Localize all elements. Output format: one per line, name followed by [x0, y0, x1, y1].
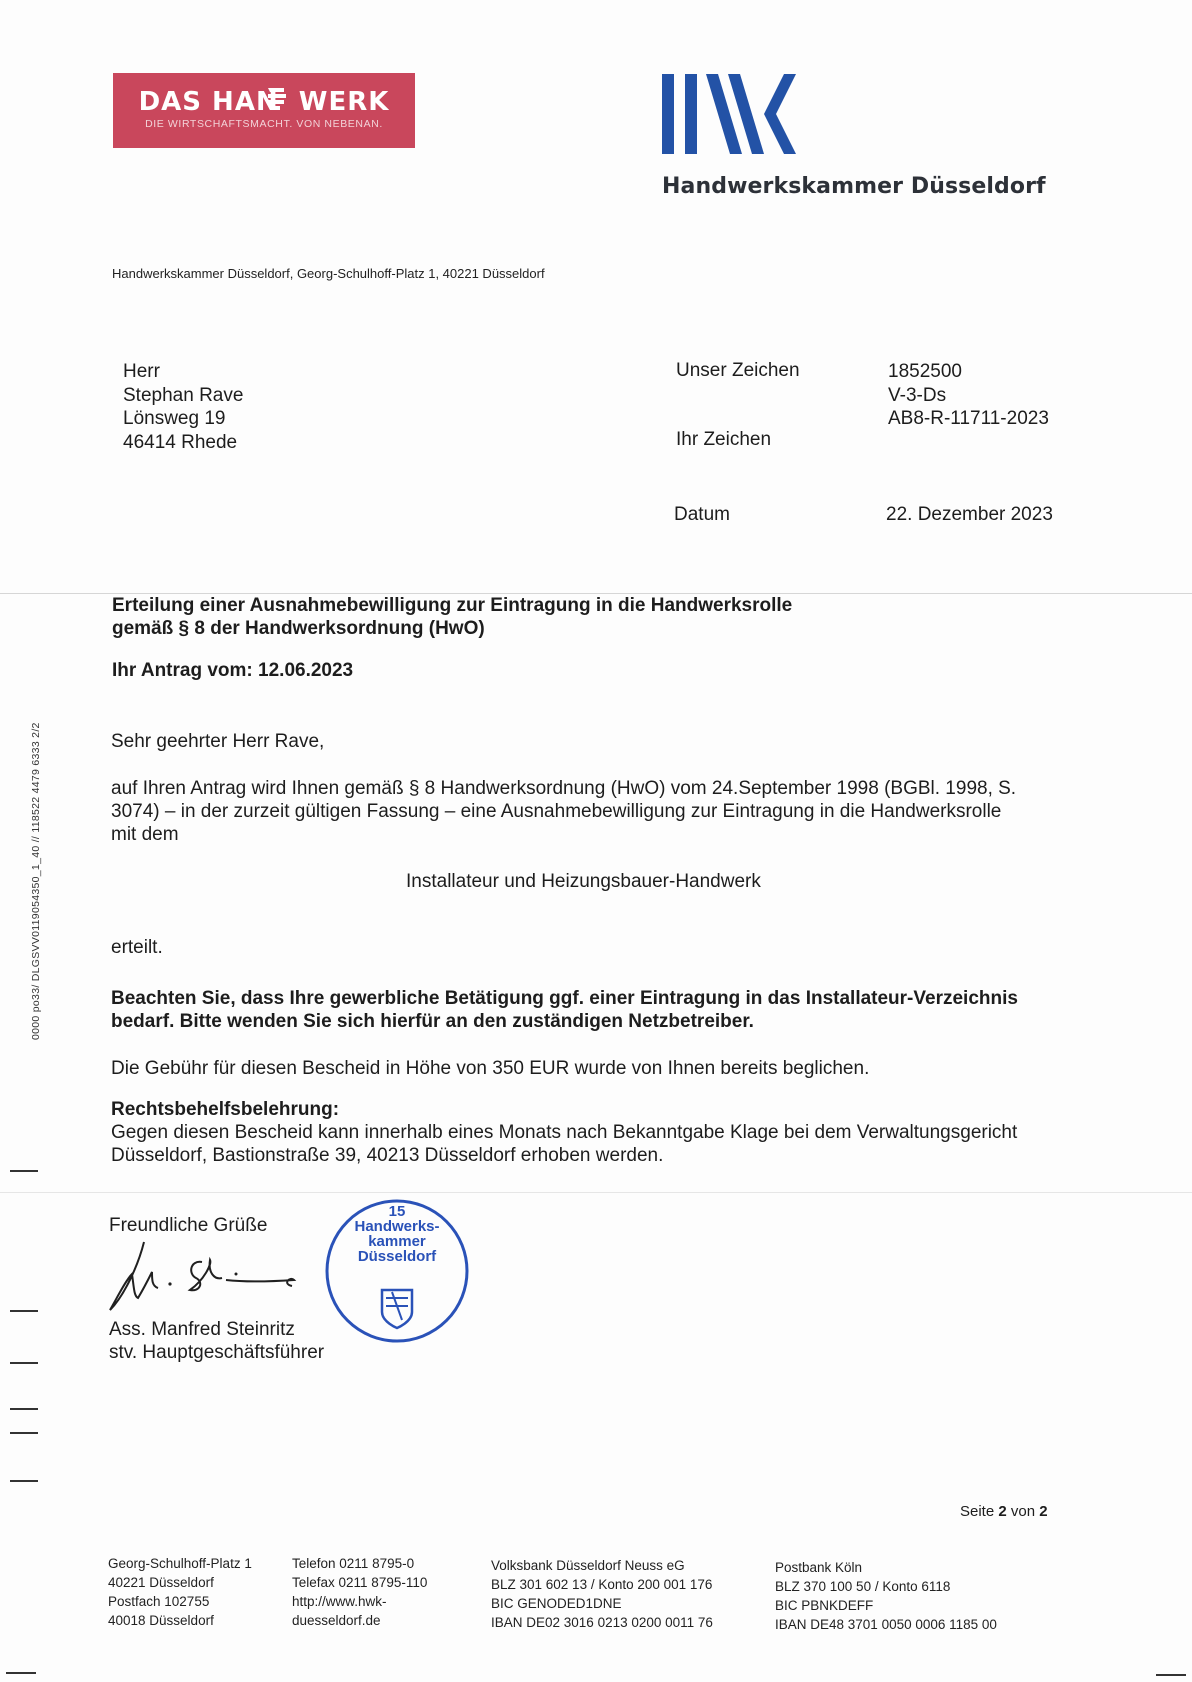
- installer-notice: [111, 987, 1018, 1033]
- legal-heading: Rechtsbehelfsbelehrung:: [111, 1099, 340, 1120]
- footer-bank-line: IBAN DE02 3016 0213 0200 0011 76: [491, 1615, 713, 1630]
- page-total: 2: [1039, 1503, 1048, 1520]
- footer-fax: Telefax 0211 8795-110: [292, 1575, 428, 1590]
- handwritten-signature: [104, 1236, 304, 1316]
- legal-line-2: Düsseldorf, Bastionstraße 39, 40213 Düsseldorf erhoben werden.: [111, 1145, 664, 1166]
- recipient-salutation: Herr: [123, 361, 160, 382]
- footer-contact: [292, 1554, 427, 1630]
- page-prefix: Seite: [960, 1503, 999, 1520]
- sender-address-line: Handwerkskammer Düsseldorf, Georg-Schulhoff-Platz 1, 40221 Düsseldorf: [112, 266, 545, 281]
- official-seal: [322, 1196, 472, 1346]
- footer-address-line: 40018 Düsseldorf: [108, 1613, 214, 1628]
- fold-mark: [10, 1170, 38, 1172]
- reference-number: 1852500: [888, 361, 962, 382]
- granted-text: erteilt.: [111, 937, 163, 958]
- footer-bank-line: IBAN DE48 3701 0050 0006 1185 00: [775, 1617, 997, 1632]
- unser-zeichen-values: [888, 360, 1049, 431]
- logo-subtitle: DIE WIRTSCHAFTSMACHT. VON NEBENAN.: [145, 118, 383, 130]
- footer-address: [108, 1554, 252, 1630]
- seal-number: 15: [388, 1203, 406, 1220]
- footer-bank-line: BLZ 370 100 50 / Konto 6118: [775, 1579, 951, 1594]
- fold-mark: [10, 1310, 38, 1312]
- seal-line-1: Handwerks-: [354, 1218, 440, 1235]
- hwk-logo-mark: [662, 74, 832, 156]
- signer-title: stv. Hauptgeschäftsführer: [109, 1342, 325, 1363]
- footer-bank-volksbank: [491, 1556, 713, 1632]
- fold-mark: [1156, 1674, 1186, 1676]
- footer-bank-line: Volksbank Düsseldorf Neuss eG: [491, 1558, 685, 1573]
- fold-mark: [6, 1672, 36, 1674]
- reference-file: AB8-R-11711-2023: [888, 408, 1049, 429]
- fee-text: Die Gebühr für diesen Bescheid in Höhe von 350 EUR wurde von Ihnen bereits beglichen.: [111, 1058, 870, 1079]
- recipient-name: Stephan Rave: [123, 384, 244, 406]
- footer-bank-line: BIC PBNKDEFF: [775, 1598, 874, 1613]
- page-number: [960, 1503, 1048, 1520]
- recipient-street: Lönsweg 19: [123, 408, 226, 429]
- seal-line-3: Düsseldorf: [357, 1248, 437, 1265]
- footer-bank-line: BLZ 301 602 13 / Konto 200 001 176: [491, 1577, 713, 1592]
- seal-line-2: kammer: [368, 1233, 426, 1250]
- page-middle: von: [1006, 1503, 1040, 1520]
- recipient-address: [123, 360, 243, 454]
- unser-zeichen-label: Unser Zeichen: [676, 360, 800, 381]
- footer-address-line: Georg-Schulhoff-Platz 1: [108, 1556, 252, 1571]
- notice-line-2: bedarf. Bitte wenden Sie sich hierfür an den zuständigen Netzbetreiber.: [111, 1011, 754, 1032]
- fold-divider-2: [0, 1192, 1192, 1193]
- grant-line-1: auf Ihren Antrag wird Ihnen gemäß § 8 Handwerksordnung (HwO) vom 24.September 1998 (BGBl. 1998, S.: [111, 778, 1017, 799]
- signer-name: Ass. Manfred Steinritz: [109, 1319, 295, 1340]
- regards: Freundliche Grüße: [109, 1215, 268, 1236]
- thumb-icon: [264, 82, 290, 114]
- fold-mark: [10, 1362, 38, 1364]
- grant-line-3: mit dem: [111, 824, 179, 845]
- page-current: 2: [998, 1503, 1007, 1520]
- trade-name: Installateur und Heizungsbauer-Handwerk: [406, 871, 761, 892]
- footer-bank-line: Postbank Köln: [775, 1560, 863, 1575]
- greeting: Sehr geehrter Herr Rave,: [111, 731, 325, 752]
- legal-line-1: Gegen diesen Bescheid kann innerhalb eines Monats nach Bekanntgabe Klage bei dem Verwaltungsgericht: [111, 1122, 1018, 1143]
- footer-phone: Telefon 0211 8795-0: [292, 1556, 415, 1571]
- seal-text: [322, 1204, 472, 1264]
- notice-line-1: Beachten Sie, dass Ihre gewerbliche Betätigung ggf. einer Eintragung in das Installateur-Verzeichnis: [111, 988, 1018, 1009]
- application-date: Ihr Antrag vom: 12.06.2023: [112, 660, 354, 681]
- subject: [112, 594, 792, 640]
- recipient-city: 46414 Rhede: [123, 431, 238, 453]
- datum-value: 22. Dezember 2023: [886, 504, 1053, 525]
- fold-mark: [10, 1480, 38, 1482]
- reference-department: V-3-Ds: [888, 384, 947, 406]
- paragraph-grant: [111, 777, 1016, 846]
- fold-mark: [10, 1408, 38, 1410]
- barcode-reference: 0000 po33/ DLGSVV0119054350_1_40 // 118522 4479 6333 2/2: [30, 722, 42, 1040]
- subject-line-2: gemäß § 8 der Handwerksordnung (HwO): [112, 618, 485, 639]
- footer-web-2: duesseldorf.de: [292, 1613, 381, 1628]
- footer-address-line: Postfach 102755: [108, 1594, 210, 1609]
- subject-line-1: Erteilung einer Ausnahmebewilligung zur Eintragung in die Handwerksrolle: [112, 595, 793, 616]
- footer-bank-line: BIC GENODED1DNE: [491, 1596, 622, 1611]
- footer-address-line: 40221 Düsseldorf: [108, 1575, 214, 1590]
- footer-web-1: http://www.hwk-: [292, 1594, 387, 1609]
- fold-mark: [10, 1432, 38, 1434]
- chamber-name: Handwerkskammer Düsseldorf: [662, 174, 1046, 199]
- datum-label: Datum: [674, 504, 730, 525]
- footer-bank-postbank: [775, 1558, 997, 1634]
- ihr-zeichen-label: Ihr Zeichen: [676, 429, 772, 450]
- grant-line-2: 3074) – in der zurzeit gültigen Fassung – eine Ausnahmebewilligung zur Eintragung in die Handwerksrolle: [111, 801, 1002, 822]
- logo-title: DAS HAN WERK: [138, 87, 390, 117]
- legal-remedy: [111, 1098, 1017, 1167]
